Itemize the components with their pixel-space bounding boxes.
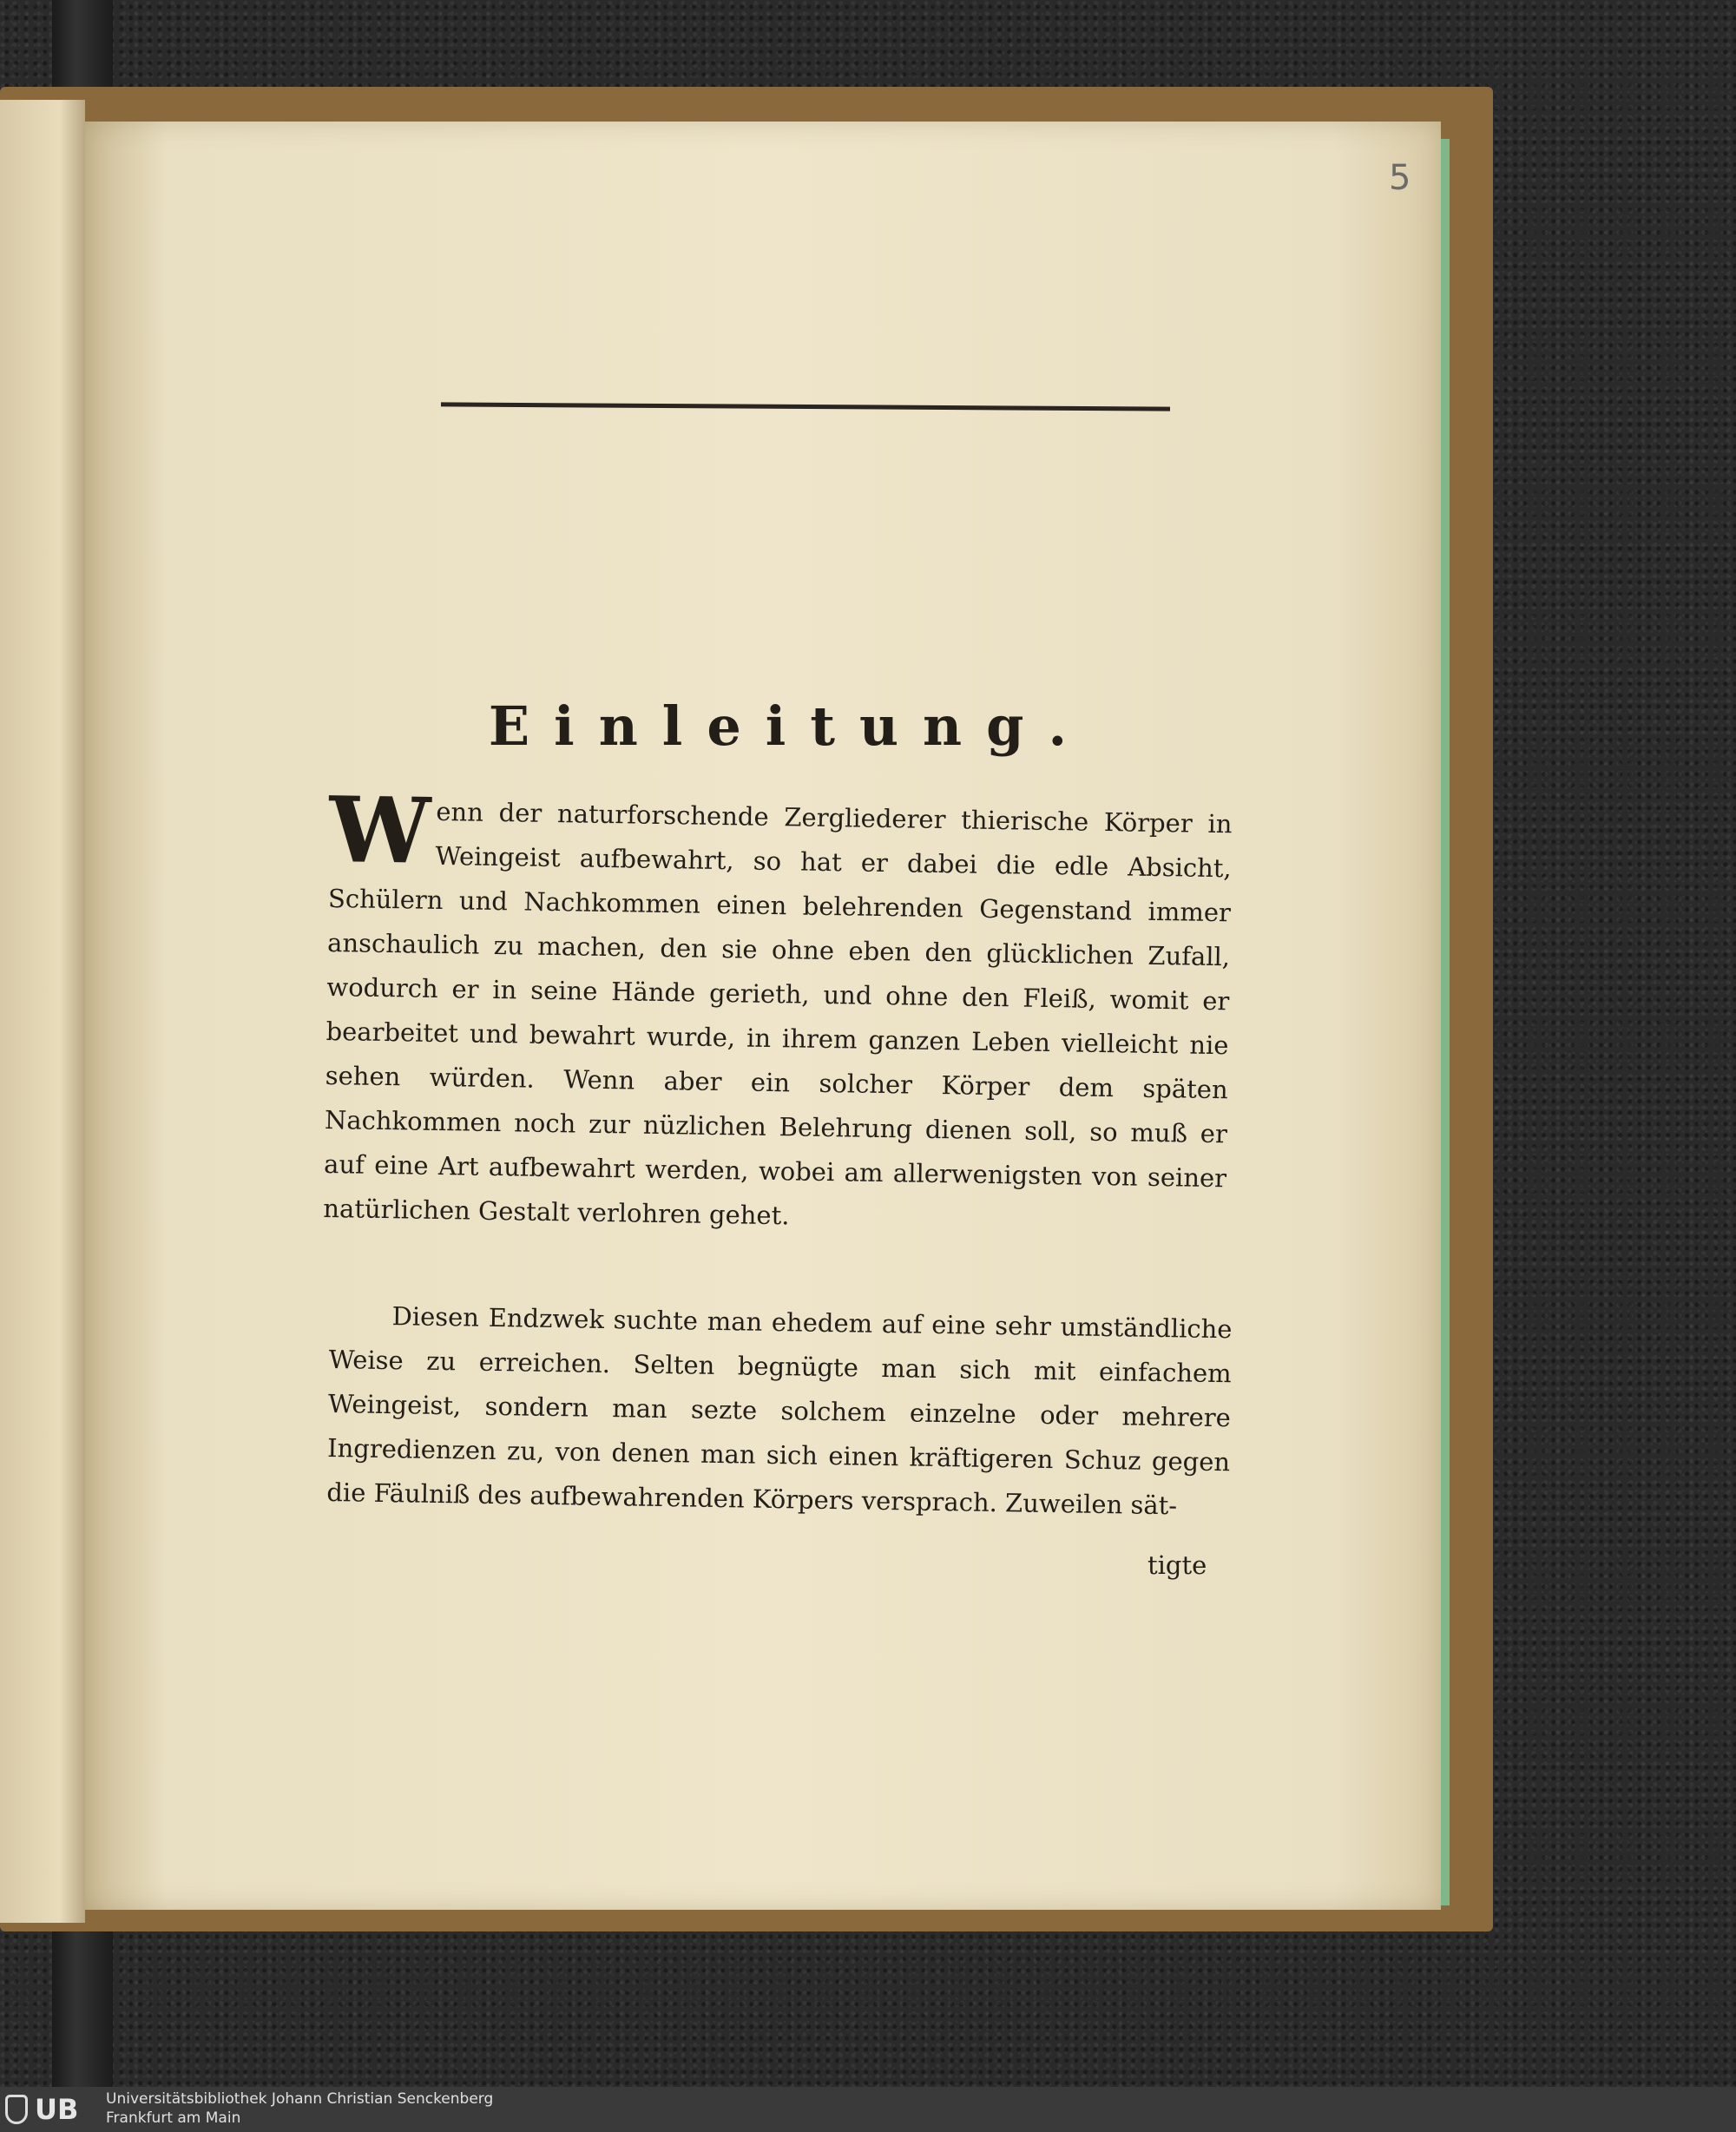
left-page-edge: [0, 100, 85, 1923]
library-logo[interactable]: [5, 2092, 92, 2127]
footer-bar: [0, 2087, 1736, 2132]
paragraph-1: [323, 776, 1233, 1245]
page-number: 5: [1389, 158, 1411, 198]
paragraph-1-text: enn der naturforschende Zergliederer thierische Körper in Weingeist aufbewahrt, so hat er dabei die edle Absicht, Schülern und Nachkommen einen belehrenden Gegenstand immer anschaulich zu machen, den sie ohne eben den glücklichen Zufall, wodurch er in seine Hände gerieth, und ohne den Fleiß, womit er bearbeitet und bewahrt wurde, in ihrem ganzen Leben vielleicht nie sehen würden. Wenn aber ein solcher Körper dem späten Nachkommen noch zur nüzlichen Belehrung dienen soll, so muß er auf eine Art aufbewahrt werden, wobei am allerwenigsten von seiner natürlichen Gestalt verlohren gehet.: [323, 796, 1233, 1231]
footer-location: Frankfurt am Main: [106, 2109, 241, 2127]
chapter-heading: Einleitung.: [488, 694, 1092, 758]
logo-text: UB: [35, 2093, 79, 2126]
paragraph-2: Diesen Endzwek suchte man ehedem auf eine sehr umständliche Weise zu erreichen. Selten begnügte man sich mit einfachem Weingeist, sondern man sezte solchem einzelne oder mehrere Ingredienzen zu, von denen man sich einen kräftigeren Schuz gegen die Fäulniß des aufbewahrenden Körpers versprach. Zuweilen sät-: [326, 1301, 1233, 1521]
library-emblem-icon: [5, 2095, 28, 2124]
drop-cap: W: [328, 776, 432, 885]
catchword: tigte: [1147, 1550, 1207, 1580]
footer-institution: Universitätsbibliothek Johann Christian Senckenberg: [106, 2090, 494, 2108]
